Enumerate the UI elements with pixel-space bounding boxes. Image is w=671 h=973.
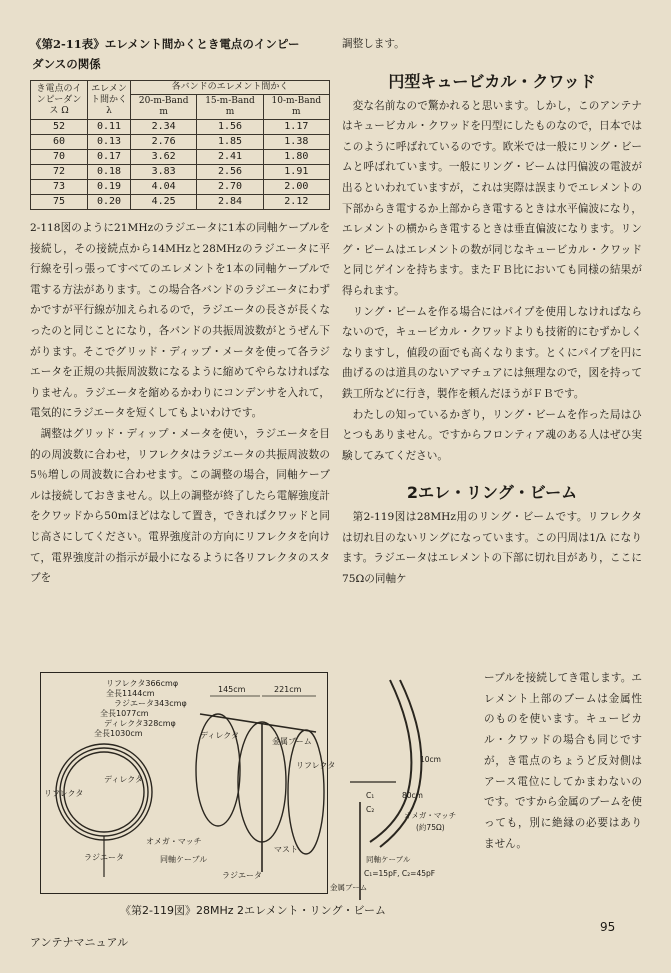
table-cell: 0.20 — [88, 195, 131, 210]
table-cell: 3.62 — [131, 150, 197, 165]
table-row — [31, 150, 330, 165]
left-paragraph-2: 調整はグリッド・ディップ・メータを使い，ラジエータを目的の周波数に合わせ，リフレクタはラジエータの共振周波数の5％増しの周波数に合わせます。この調整の場合，同軸ケーブルは接続しておきません。以上の調整が終了したら電解強度計をクワッドから50mほどはなして置き，できればクワッドと同じ高さにしてください。電界強度計の方向にリフレクタを向けて，電界強度計の指示が最小になるように各リフレクタのスタブを — [30, 427, 330, 585]
book-title-footer: アンテナマニュアル — [30, 936, 129, 949]
table-row — [31, 135, 330, 150]
wrap-text-block — [484, 668, 642, 854]
boom-line — [200, 714, 316, 732]
label-director-dia: ディレクタ328cmφ — [104, 719, 176, 728]
table-cell: 3.83 — [131, 165, 197, 180]
detail-figure — [330, 672, 480, 900]
col-header-group: 各バンドのエレメント間かく — [131, 81, 330, 95]
table-cell: 0.17 — [88, 150, 131, 165]
table-cell: 0.13 — [88, 135, 131, 150]
unit-10m: m — [292, 107, 301, 117]
table-title-line2: ダンスの関係 — [32, 57, 101, 71]
table-cell: 72 — [31, 165, 88, 180]
table-title-line1: 《第2-11表》エレメント間かくとき電点のインピー — [30, 37, 300, 51]
table-cell: 1.91 — [263, 165, 329, 180]
label-metal-boom-detail: 金属ブーム — [330, 883, 368, 892]
table-row — [31, 195, 330, 210]
ring-beam-figure — [40, 672, 336, 894]
section-heading-circular-quad: 円型キュービカル・クワッド — [388, 71, 596, 91]
table-cell: 70 — [31, 150, 88, 165]
table-cell: 2.12 — [263, 195, 329, 210]
label-dim-145: 145cm — [218, 685, 246, 694]
right-paragraph-1: 変な名前なので驚かれると思います。しかし，このアンテナはキュービカル・クワッドを円型にしたものなので，日本ではこのように呼ばれているのです。欧米では一般にリング・ビームと呼ばれています。一般にリング・ビームは円偏波の電波が出るといわれていますが，これは実際は誤まりでエレメントの下部からき電するか上部からき電するときは水平偏波になり，エレメントの横からき電するときは垂直偏波になります。リング・ビームはエレメントの数が同じなキュービカル・クワッドと同じゲインを持ちます。またＦＢ比においても同様の結果が得られます。 — [342, 99, 642, 297]
table-cell: 2.70 — [197, 180, 263, 195]
label-director-length: 全長1030cm — [94, 729, 143, 738]
table-cell: 75 — [31, 195, 88, 210]
label-reflector-front: リフレクタ — [44, 789, 84, 798]
table-title — [30, 34, 330, 74]
label-omega-match: オメガ・マッチ — [146, 837, 202, 846]
table-cell: 1.38 — [263, 135, 329, 150]
detail-drawing — [330, 672, 480, 900]
table-cell: 2.41 — [197, 150, 263, 165]
table-cell: 2.00 — [263, 180, 329, 195]
left-column — [30, 34, 330, 589]
label-coax-cable: 同軸ケーブル — [160, 855, 208, 864]
label-director-oblique: ディレクタ — [200, 731, 240, 740]
right-paragraph-2: リング・ビームを作る場合にはパイプを使用しなければならないので，キュービカル・クワッドよりも技術的にむずかしくなりますし，値段の面でも高くなります。とくにパイプを円に曲げるのは道具のないアマチュアには無理なので，図を持って鉄工所などに行き，製作を頼んだほうがＦＢです。 — [342, 305, 642, 400]
impedance-table — [30, 80, 330, 210]
unit-20m: m — [159, 107, 168, 117]
label-reflector-length: 全長1144cm — [106, 689, 155, 698]
table-cell: 0.18 — [88, 165, 131, 180]
section-heading-2ele-ring-beam: 2エレ・リング・ビーム — [406, 483, 578, 503]
page-number: 95 — [600, 920, 616, 934]
table-cell: 52 — [31, 120, 88, 135]
label-omega-impedance: (約75Ω) — [416, 823, 445, 832]
table-cell: 1.56 — [197, 120, 263, 135]
label-radiator-front: ラジエータ — [84, 853, 124, 862]
table-row — [31, 120, 330, 135]
table-cell: 60 — [31, 135, 88, 150]
band-20m: 20-m-Band — [138, 96, 189, 106]
unit-15m: m — [225, 107, 235, 117]
label-omega-match-detail: オメガ・マッチ — [404, 811, 457, 820]
label-radiator-dia: ラジエータ343cmφ — [114, 699, 187, 708]
reflector-oblique — [288, 730, 324, 854]
table-cell: 2.76 — [131, 135, 197, 150]
col-header-impedance: き電点のインピーダンス Ω — [31, 81, 88, 120]
label-dim-10cm: 10cm — [420, 755, 441, 764]
col-header-20m — [131, 95, 197, 120]
label-metal-boom: 金属ブーム — [272, 737, 312, 746]
label-radiator-oblique: ラジエータ — [222, 871, 262, 880]
col-header-spacing: エレメント間かく λ — [88, 81, 131, 120]
right-paragraph-3: わたしの知っているかぎり，リング・ビームを作った局はひとつもありません。ですからフロンティア魂のある人はぜひ実験してみてください。 — [342, 408, 642, 462]
table-cell: 0.11 — [88, 120, 131, 135]
right-paragraph-4: 第2-119図は28MHz用のリング・ビームです。リフレクタは切れ目のないリングになっています。この円周は1/λ になります。ラジエータはエレメントの下部に切れ目があり，ここに75Ωの同軸ケ — [342, 511, 642, 586]
table-row — [31, 165, 330, 180]
band-15m: 15-m-Band — [205, 96, 255, 106]
right-column — [342, 34, 642, 590]
figure-caption: 《第2-119図》28MHz 2エレメント・リング・ビーム — [120, 904, 387, 917]
label-coax-detail: 同軸ケーブル — [366, 855, 411, 864]
label-reflector-dia: リフレクタ366cmφ — [106, 679, 179, 688]
label-director-front: ディレクタ — [104, 775, 144, 784]
label-mast: マスト — [274, 845, 298, 854]
label-c1: C₁ — [366, 791, 375, 800]
table-cell: 0.19 — [88, 180, 131, 195]
col-header-10m — [263, 95, 329, 120]
right-paragraph-0: 調整します。 — [342, 38, 405, 50]
table-cell: 1.17 — [263, 120, 329, 135]
label-dim-80cm: 80cm — [402, 791, 423, 800]
label-capacitor-values: C₁=15pF, C₂=45pF — [364, 869, 436, 878]
table-cell: 4.04 — [131, 180, 197, 195]
band-10m: 10-m-Band — [271, 96, 322, 106]
table-cell: 2.56 — [197, 165, 263, 180]
table-cell: 1.80 — [263, 150, 329, 165]
left-paragraph-1: 2-118図のように21MHzのラジエータに1本の同軸ケーブルを接続し，その接続点から14MHzと28MHzのラジエータに平行線を引っ張ってすべてのエレメントを1本の同軸ケーブルで電する方法があります。この場合各バンドのラジエータにわずかですが平行線が加えられるので，ラジエータの長さが長くなったのと同じことになり，各バンドの共振周波数がとうぜん下がります。そこでグリッド・ディップ・メータを使って各ラジエータを正規の共振周波数になるように縮めてやらなければなりません。ラジエータを縮めるかわりにコンデンサを入れて，電気的にラジエータを短くしてもよいわけです。 — [30, 222, 330, 420]
col-header-15m — [197, 95, 263, 120]
table-cell: 73 — [31, 180, 88, 195]
label-radiator-length: 全長1077cm — [100, 709, 149, 718]
label-reflector-oblique: リフレクタ — [296, 761, 336, 770]
right-paragraph-5: ーブルを接続してき電します。エレメント上部のブームは金属性のものを使います。キュービカル・クワッドの場合も同じですが，き電点のちょうど反対側はアース電位にしてかまわないのです。ですから金属のブームを使っても，別に絶縁の必要はありません。 — [484, 672, 642, 850]
ring-beam-drawing — [40, 672, 336, 894]
table-row — [31, 180, 330, 195]
table-cell: 2.34 — [131, 120, 197, 135]
label-c2: C₂ — [366, 805, 375, 814]
label-dim-221: 221cm — [274, 685, 302, 694]
table-cell: 2.84 — [197, 195, 263, 210]
table-cell: 4.25 — [131, 195, 197, 210]
table-cell: 1.85 — [197, 135, 263, 150]
